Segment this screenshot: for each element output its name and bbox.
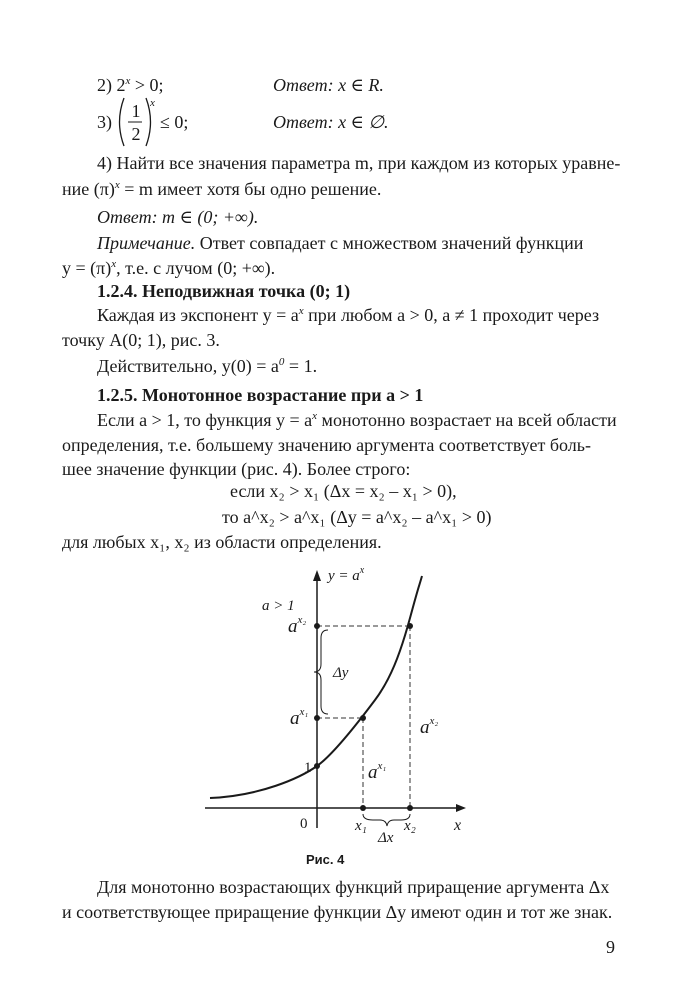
s125-line2: определения, т.е. большему значению аргумента соответствует боль- [62,435,591,455]
y-axis-arrow [313,570,321,581]
dx-brace [363,814,410,826]
dx-label: Δx [378,830,394,846]
point-x2 [407,805,413,811]
origin-label: 0 [300,816,308,832]
fraction-numerator: 1 [131,101,141,121]
s125-formula1: если x₂ > x₁ (Δx = x₂ – x₁ > 0), [230,481,457,501]
s125-line1: Если a > 1, то функция $y = a^x$ монотонно возрастает на всей области [97,410,617,430]
point-curve-x1 [360,715,366,721]
task4-answer: Ответ: m ∈ (0; +∞). [97,207,259,227]
task4-line1: 4) Найти все значения параметра m, при каждом из которых уравне- [97,153,621,173]
example-3-number: 3) [97,112,112,132]
ax2-label: $a^{x_2}$ [288,614,307,637]
task4-line2: ние $(\pi)^x = m$ имеет хотя бы одно решение. [62,179,382,199]
ax1-label: $a^{x_1}$ [290,706,309,729]
closing-line2: и соответствующее приращение функции Δy имеют один и тот же знак. [62,902,613,922]
s125-line4: для любых x₁, x₂ из области определения. [62,532,382,552]
fraction-denominator: 2 [131,124,141,144]
one-label: 1 [304,760,312,776]
point-one [314,763,320,769]
s125-line3: шее значение функции (рис. 4). Более строго: [62,459,411,479]
s124-para3: Действительно, $y(0) = a^0 = 1$. [97,356,318,376]
x1-label: x₁ [355,818,367,834]
figure-4-graph [200,560,490,850]
example-3-answer: Ответ: x ∈ ∅. [273,112,389,132]
x-axis-arrow [456,804,466,812]
example-3-exponent: x [150,97,155,109]
section-1-2-4-heading: 1.2.4. Неподвижная точка (0; 1) [97,281,351,301]
y-axis-label: $y = a^x$ [328,565,365,584]
task4-note-line2: $y = (\pi)^x$, т.е. с лучом (0; +∞). [62,258,276,278]
v-ax2-label: $a^{x_2}$ [420,715,439,738]
x2-label: x₂ [404,818,416,834]
point-ax1 [314,715,320,721]
task4-note: Примечание. Ответ совпадает с множеством значений функции [97,233,584,253]
s125-formula2: то a^x₂ > a^x₁ (Δy = a^x₂ – a^x₁ > 0) [222,507,492,527]
condition-label: a > 1 [262,598,295,614]
s124-para2: точку A(0; 1), рис. 3. [62,330,220,350]
dy-label: Δy [333,665,349,681]
dy-brace [314,630,328,714]
section-1-2-5-heading: 1.2.5. Монотонное возрастание при a > 1 [97,385,424,405]
point-curve-x2 [407,623,413,629]
point-x1 [360,805,366,811]
page-number: 9 [606,937,615,957]
example-2: 2) 2$^x$ > 0; [97,75,164,95]
v-ax1-label: $a^{x_1}$ [368,760,387,783]
point-ax2 [314,623,320,629]
closing-line1: Для монотонно возрастающих функций приращение аргумента Δx [97,877,610,897]
figure-caption: Рис. 4 [306,852,345,867]
x-axis-label: x [454,817,462,834]
example-2-answer: Ответ: x ∈ R. [273,75,384,95]
example-3-relation: ≤ 0; [160,112,189,132]
s124-para1: Каждая из экспонент $y = a^x$ при любом a > 0, a ≠ 1 проходит через [97,305,600,325]
